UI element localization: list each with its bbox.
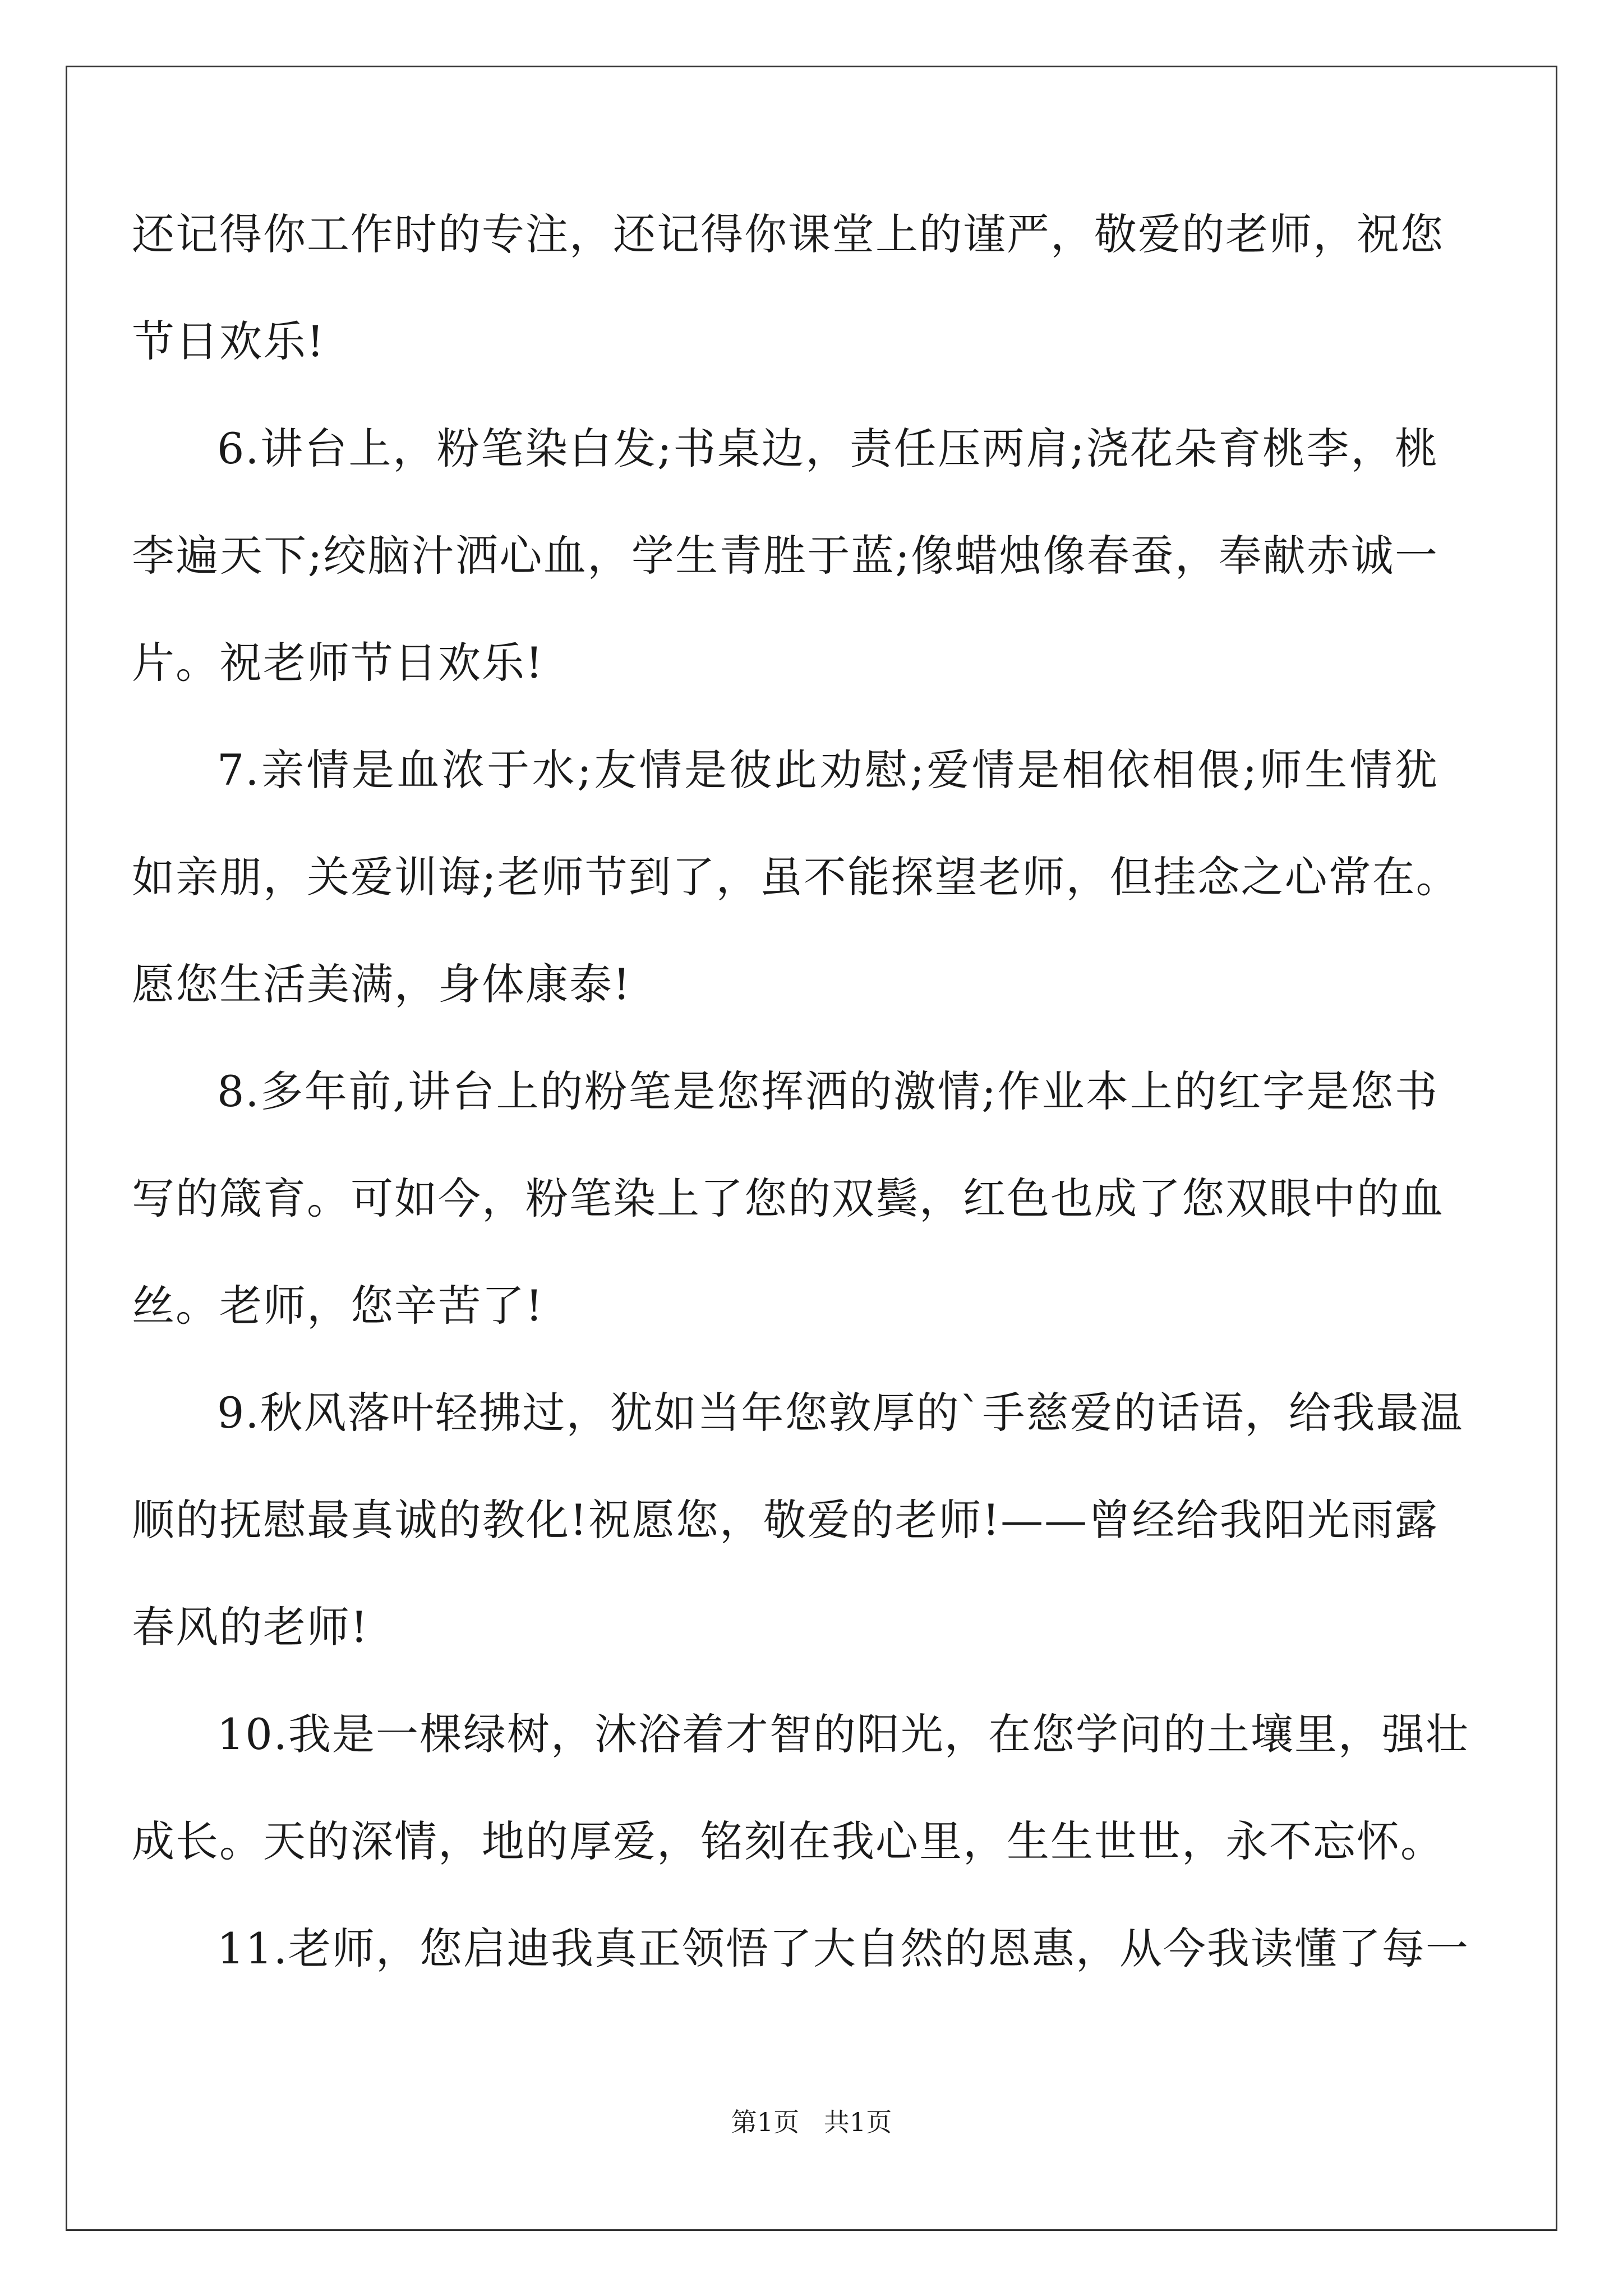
text-line: 还记得你工作时的专注，还记得你课堂上的谨严，敬爱的老师，祝您 [132,209,1444,259]
text-line: 11.老师，您启迪我真正领悟了大自然的恩惠，从今我读懂了每一 [217,1924,1469,1973]
text-line: 如亲朋，关爱训诲;老师节到了，虽不能探望老师，但挂念之心常在。 [132,852,1460,902]
text-line: 成长。天的深情，地的厚爱，铭刻在我心里，生生世世，永不忘怀。 [132,1816,1444,1866]
text-line: 7.亲情是血浓于水;友情是彼此劝慰;爱情是相依相偎;师生情犹 [217,745,1438,795]
text-line: 愿您生活美满，身体康泰! [132,959,631,1009]
text-line: 9.秋风落叶轻拂过，犹如当年您敦厚的`手慈爱的话语，给我最温 [217,1388,1464,1438]
text-line: 8.多年前,讲台上的粉笔是您挥洒的激情;作业本上的红字是您书 [217,1066,1438,1116]
page-number-footer: 第1页 共1页 [731,2107,892,2137]
text-line: 6.讲台上，粉笔染白发;书桌边，责任压两肩;浇花朵育桃李，桃 [217,424,1438,473]
text-line: 丝。老师，您辛苦了! [132,1281,544,1331]
text-line: 春风的老师! [132,1602,369,1652]
text-line: 顺的抚慰最真诚的教化!祝愿您，敬爱的老师!——曾经给我阳光雨露 [132,1495,1438,1545]
text-line: 李遍天下;绞脑汁洒心血，学生青胜于蓝;像蜡烛像春蚕，奉献赤诚一 [132,531,1438,581]
text-line: 片。祝老师节日欢乐! [132,638,544,688]
text-line: 节日欢乐! [132,316,325,366]
text-line: 10.我是一棵绿树，沐浴着才智的阳光，在您学问的土壤里，强壮 [217,1709,1469,1759]
document-body [132,209,1469,2035]
text-line: 写的箴育。可如今，粉笔染上了您的双鬓，红色也成了您双眼中的血 [132,1174,1444,1223]
